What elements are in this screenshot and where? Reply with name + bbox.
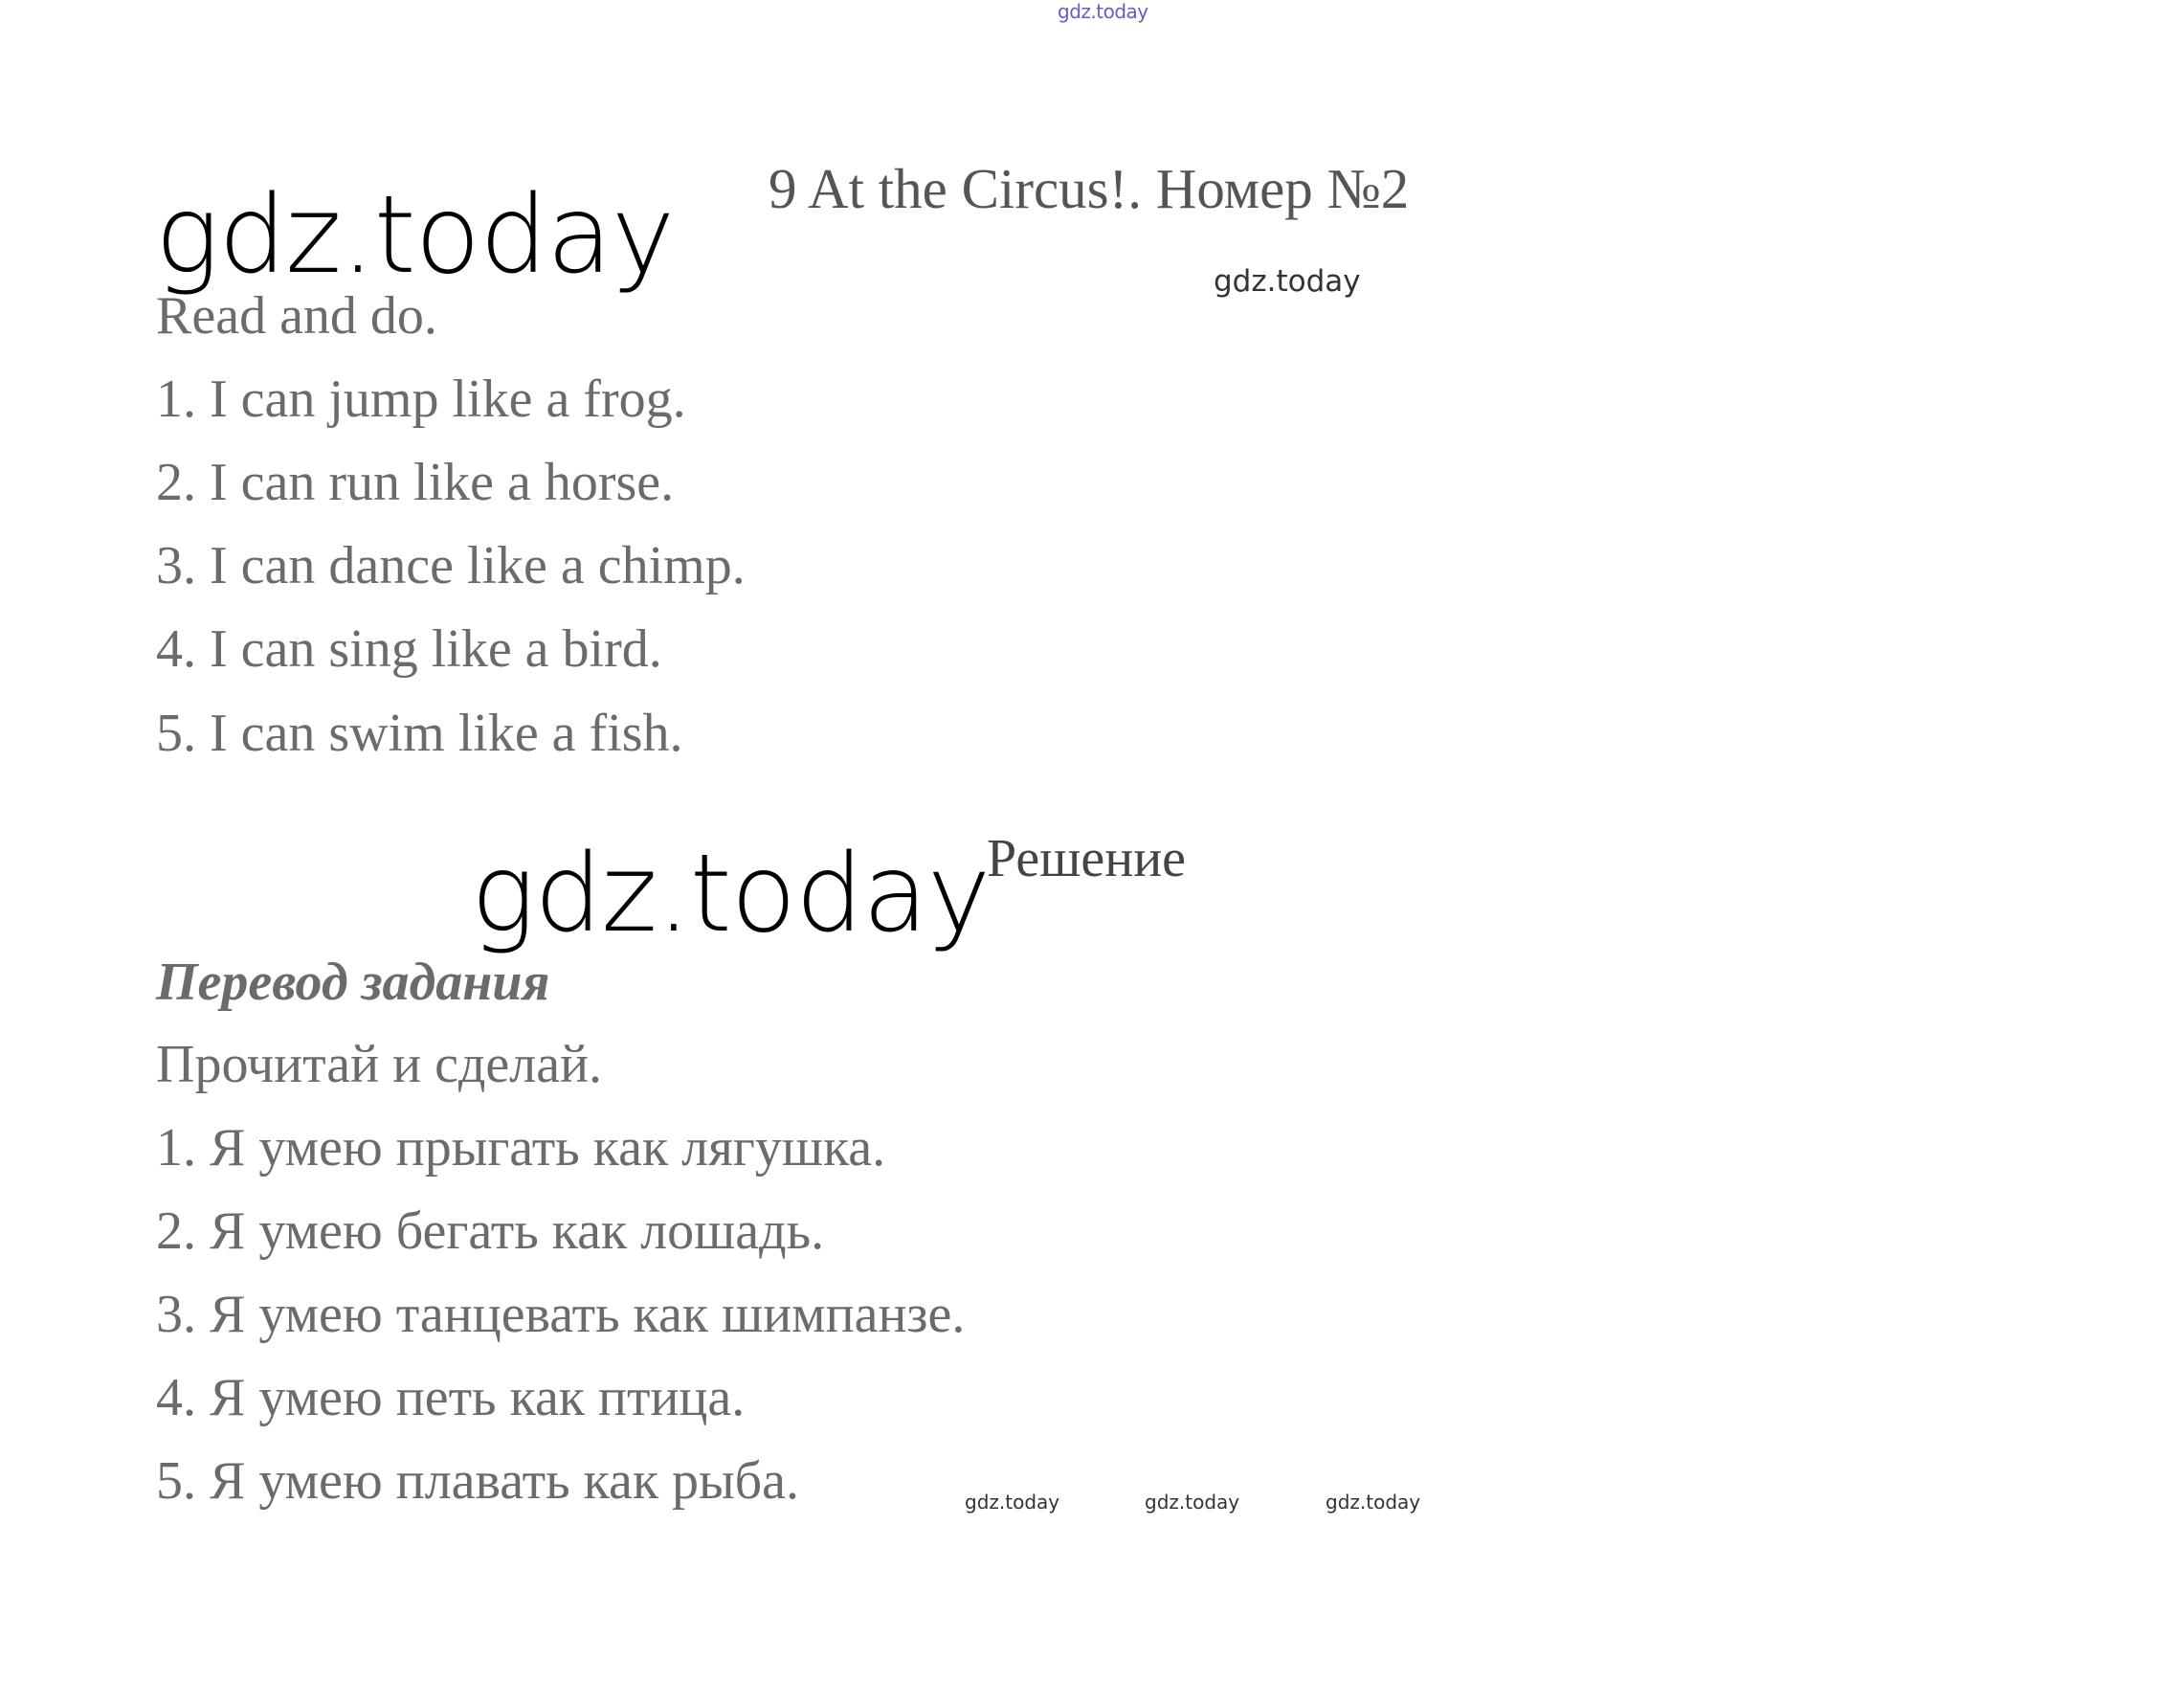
page-title: 9 At the Circus!. Номер №2 (769, 157, 1410, 220)
watermark-small: gdz.today (965, 1491, 1060, 1514)
task-item: 4. I can sing like a bird. (156, 619, 662, 679)
task-item: 1. I can jump like a frog. (156, 370, 686, 429)
watermark-small: gdz.today (1214, 264, 1361, 299)
translation-item: 1. Я умею прыгать как лягушка. (156, 1118, 886, 1178)
translation-item: 2. Я умею бегать как лошадь. (156, 1201, 825, 1261)
task-item: 2. I can run like a horse. (156, 453, 675, 512)
translation-item: 3. Я умею танцевать как шимпанзе. (156, 1285, 966, 1344)
task-instruction: Read and do. (156, 286, 437, 346)
watermark-small: gdz.today (1326, 1491, 1421, 1514)
watermark-small: gdz.today (1145, 1491, 1240, 1514)
watermark-top: gdz.today (1058, 0, 1148, 23)
task-item: 5. I can swim like a fish. (156, 704, 683, 763)
task-item: 3. I can dance like a chimp. (156, 536, 746, 595)
solution-label: Решение (987, 829, 1187, 888)
watermark-large: gdz.today (471, 832, 991, 956)
translation-item: 5. Я умею плавать как рыба. (156, 1451, 800, 1511)
translation-item: 4. Я умею петь как птица. (156, 1368, 746, 1427)
watermark-large: gdz.today (155, 173, 675, 298)
translation-instruction: Прочитай и сделай. (156, 1035, 603, 1094)
translation-heading: Перевод задания (156, 953, 550, 1012)
